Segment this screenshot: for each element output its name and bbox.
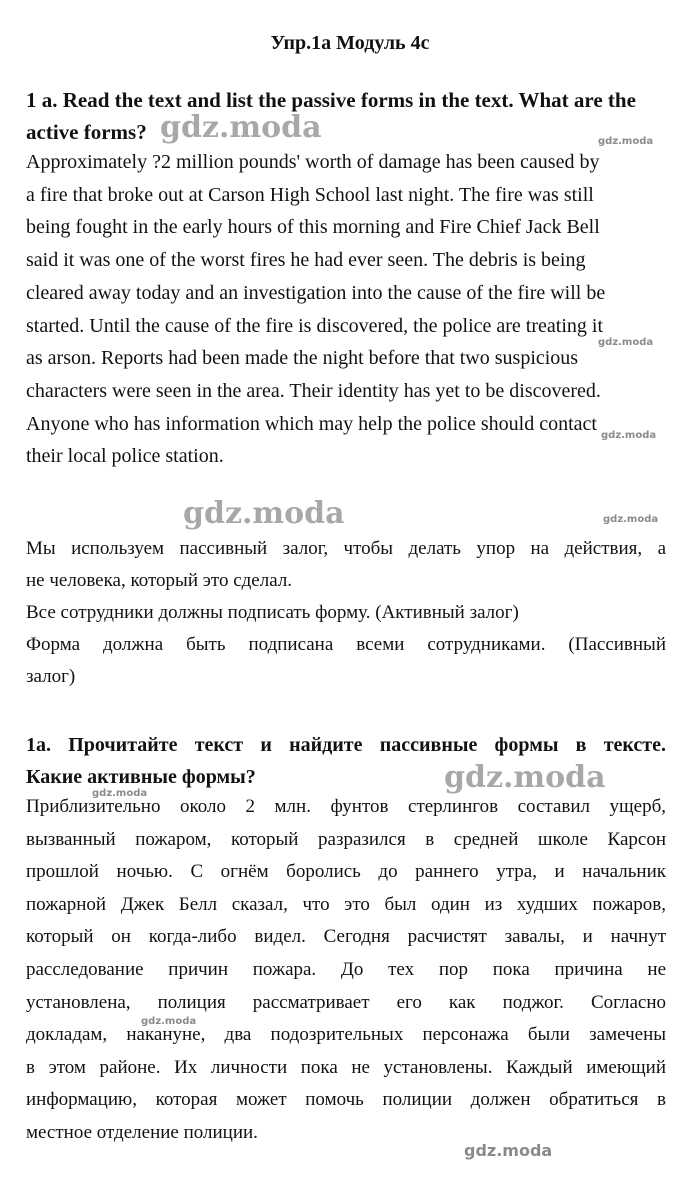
page-title: Упр.1а Модуль 4с <box>270 32 430 54</box>
text-line: пожарной Джек Белл сказал, что это был один из худших пожаров, <box>26 893 666 915</box>
text-line: расследование причин пожара. До тех пор пока причина не <box>26 958 666 980</box>
text-line: информацию, которая может помочь полиции должен обратиться в <box>26 1089 666 1111</box>
watermark-small: gdz.moda <box>601 430 657 441</box>
exercise-heading-en <box>26 84 666 148</box>
text-line: cleared away today and an investigation into the cause of the fire will be <box>26 281 606 304</box>
watermark-logo: gdz.moda <box>183 496 345 531</box>
note-line: Форма должна быть подписана всеми сотрудниками. (Пассивный <box>26 634 666 655</box>
text-line: started. Until the cause of the fire is discovered, the police are treating it <box>26 314 604 337</box>
text-line: местное отделение полиции. <box>26 1121 258 1143</box>
text-line: который он когда-либо видел. Сегодня расчистят завалы, и начнут <box>26 926 666 948</box>
watermark-logo: gdz.moda <box>444 760 606 795</box>
text-line: characters were seen in the area. Their identity has yet to be discovered. <box>26 379 601 402</box>
exercise-text-en <box>26 146 666 473</box>
watermark-small: gdz.moda <box>92 788 148 799</box>
watermark-small: gdz.moda <box>598 337 654 348</box>
heading-line: active forms? <box>26 120 147 144</box>
watermark-small: gdz.moda <box>141 1016 197 1027</box>
text-line: their local police station. <box>26 445 224 468</box>
text-line: Приблизительно около 2 млн. фунтов стерлингов составил ущерб, <box>26 796 666 817</box>
note-line: не человека, который это сделал. <box>26 570 293 591</box>
text-line: прошлой ночью. С огнём боролись до раннего утра, и начальник <box>26 861 666 883</box>
note-line: Все сотрудники должны подписать форму. (Активный залог) <box>26 602 519 623</box>
watermark-small: gdz.moda <box>603 514 659 525</box>
exercise-text-ru <box>26 791 666 1150</box>
watermark-small: gdz.moda <box>598 136 654 147</box>
heading-line: Какие активные формы? <box>26 766 256 788</box>
note-line: залог) <box>26 666 76 687</box>
note-line: Мы используем пассивный залог, чтобы делать упор на действия, а <box>26 538 666 559</box>
grammar-note <box>26 533 666 693</box>
watermark-logo: gdz.moda <box>160 110 322 145</box>
heading-line: 1a. Прочитайте текст и найдите пассивные формы в тексте. <box>26 734 666 756</box>
heading-line: 1 a. Read the text and list the passive forms in the text. What are the <box>26 88 636 112</box>
text-line: said it was one of the worst fires he had ever seen. The debris is being <box>26 249 586 272</box>
text-line: Anyone who has information which may help the police should contact <box>26 412 597 435</box>
text-line: вызванный пожаром, который разразился в средней школе Карсон <box>26 828 666 850</box>
text-line: Approximately ?2 million pounds' worth of damage has been caused by <box>26 151 600 173</box>
text-line: установлена, полиция рассматривает его как поджог. Согласно <box>26 991 666 1013</box>
text-line: в этом районе. Их личности пока не установлены. Каждый имеющий <box>26 1056 666 1078</box>
watermark-small: gdz.moda <box>464 1141 553 1160</box>
text-line: being fought in the early hours of this morning and Fire Chief Jack Bell <box>26 216 600 239</box>
text-line: докладам, накануне, два подозрительных персонажа были замечены <box>26 1024 666 1046</box>
text-line: as arson. Reports had been made the night before that two suspicious <box>26 347 579 370</box>
text-line: a fire that broke out at Carson High School last night. The fire was still <box>26 183 594 206</box>
